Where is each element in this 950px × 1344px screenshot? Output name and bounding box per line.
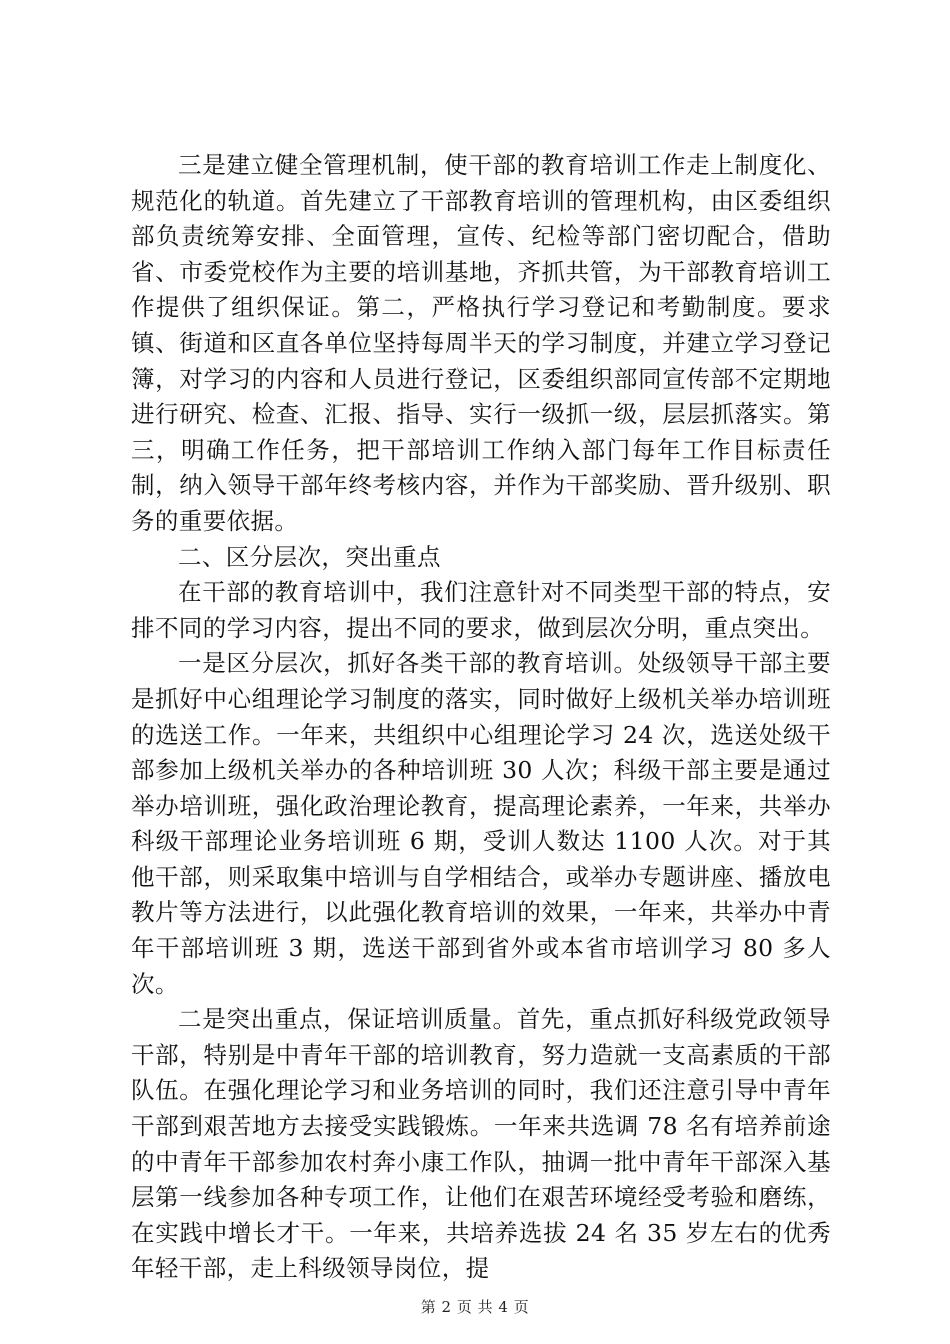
page-footer: 第 2 页 共 4 页	[420, 1298, 530, 1316]
body-text	[131, 148, 831, 1287]
section-heading: 二、区分层次，突出重点	[178, 542, 441, 571]
paragraph-management-mechanism: 三是建立健全管理机制，使干部的教育培训工作走上制度化、规范化的轨道。首先建立了干部教育培训的管理机构，由区委组织部负责统筹安排、全面管理，宣传、纪检等部门密切配合，借助省、市委党校作为主要的培训基地，齐抓共管，为干部教育培训工作提供了组织保证。第二，严格执行学习登记和考勤制度。要求镇、街道和区直各单位坚持每周半天的学习制度，并建立学习登记簿，对学习的内容和人员进行登记，区委组织部同宣传部不定期地进行研究、检查、汇报、指导、实行一级抓一级，层层抓落实。第三，明确工作任务，把干部培训工作纳入部门每年工作目标责任制，纳入领导干部年终考核内容，并作为干部奖励、晋升级别、职务的重要依据。	[131, 151, 831, 535]
paragraph-key-points: 二是突出重点，保证培训质量。首先，重点抓好科级党政领导干部，特别是中青年干部的培训教育，努力造就一支高素质的干部队伍。在强化理论学习和业务培训的同时，我们还注意引导中青年干部到艰苦地方去接受实践锻炼。一年来共选调 78 名有培养前途的中青年干部参加农村奔小康工作队，抽调一批中青年干部深入基层第一线参加各种专项工作，让他们在艰苦环境经受考验和磨练，在实践中增长才干。一年来，共培养选拔 24 名 35 岁左右的优秀年轻干部，走上科级领导岗位，提	[131, 1005, 831, 1283]
paragraph-levels: 一是区分层次，抓好各类干部的教育培训。处级领导干部主要是抓好中心组理论学习制度的落实，同时做好上级机关举办培训班的选送工作。一年来，共组织中心组理论学习 24 次，选送处级干部参加上级机关举办的各种培训班 30 人次；科级干部主要是通过举办培训班，强化政治理论教育，提高理论素养，一年来，共举办科级干部理论业务培训班 6 期，受训人数达 1100 人次。对于其他干部，则采取集中培训与自学相结合，或举办专题讲座、播放电教片等方法进行，以此强化教育培训的效果，一年来，共举办中青年干部培训班 3 期，选送干部到省外或本省市培训学习 80 多人次。	[131, 649, 831, 998]
paragraph-intro: 在干部的教育培训中，我们注意针对不同类型干部的特点，安排不同的学习内容，提出不同的要求，做到层次分明，重点突出。	[131, 578, 831, 642]
